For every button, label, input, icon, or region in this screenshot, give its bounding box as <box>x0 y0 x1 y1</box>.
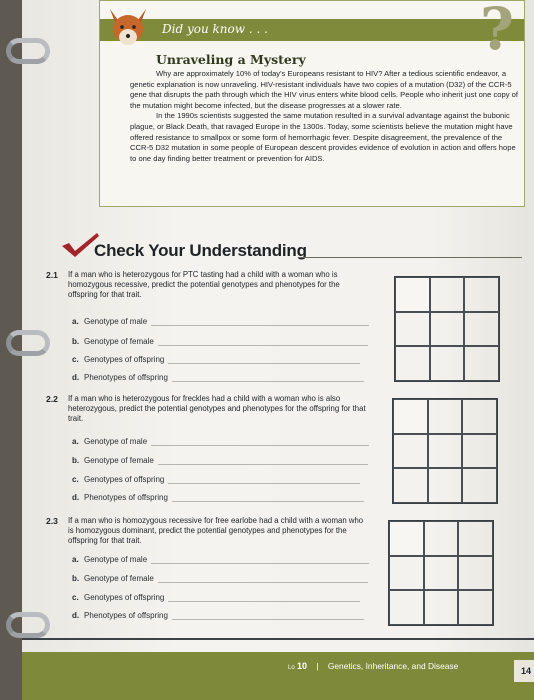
answer-item-d <box>72 372 364 382</box>
answer-line[interactable] <box>158 573 368 583</box>
answer-line[interactable] <box>158 336 368 346</box>
answer-line[interactable] <box>172 492 364 502</box>
answer-line[interactable] <box>172 372 364 382</box>
check-your-understanding-title: Check Your Understanding <box>94 241 307 260</box>
item-label: Genotype of male <box>84 437 148 446</box>
punnett-square[interactable] <box>388 520 494 626</box>
answer-item-a <box>72 436 369 446</box>
item-label: Genotypes of offspring <box>84 475 165 484</box>
answer-line[interactable] <box>151 316 369 326</box>
workbook-page <box>22 0 534 700</box>
fox-icon <box>106 3 150 51</box>
answer-line[interactable] <box>151 554 369 564</box>
mystery-title: Unraveling a Mystery <box>156 52 306 67</box>
item-letter: b. <box>72 456 80 465</box>
footer-title: Genetics, Inheritance, and Disease <box>327 661 459 671</box>
footer-text <box>288 661 458 671</box>
item-label: Phenotypes of offspring <box>84 373 168 382</box>
question-text: If a man who is homozygous recessive for free earlobe had a child with a woman who is homozygous dominant, predict the potential genotypes and phenotypes for the offspring for that trait. <box>68 516 364 545</box>
answer-item-b <box>72 336 368 346</box>
item-letter: d. <box>72 373 80 382</box>
question-text: If a man who is heterozygous for PTC tasting had a child with a woman who is homozygous recessive, predict the potential genotypes and phenotypes for the offspring for that trait. <box>68 270 340 299</box>
item-letter: a. <box>72 317 79 326</box>
binder-ring <box>6 38 50 64</box>
item-letter: a. <box>72 437 79 446</box>
did-you-know-box <box>99 0 525 207</box>
answer-item-c <box>72 592 360 602</box>
item-label: Genotype of female <box>84 337 154 346</box>
item-label: Genotypes of offspring <box>84 593 165 602</box>
item-label: Genotype of female <box>84 574 154 583</box>
answer-item-d <box>72 610 364 620</box>
question-text: If a man who is heterozygous for freckles had a child with a woman who is also heterozygous, predict the potential genotypes and phenotypes for the offspring for that trait. <box>68 394 366 423</box>
answer-line[interactable] <box>168 474 360 484</box>
answer-item-a <box>72 554 369 564</box>
answer-item-d <box>72 492 364 502</box>
answer-line[interactable] <box>158 455 368 465</box>
mystery-paragraph-2: In the 1990s scientists suggested the same mutation resulted in a survival advantage against the bubonic plague, or Black Death, that ravaged Europe in the 1300s. Today, some scientists believe the mutation might have offered resistance to smallpox or some form of hemorrhagic fever. Despite disagreement, the prevalence of the CCR-5 D32 mutation in some people of European descent provides evidence of evolution in action and offers hope to one day finding better treatment or prevention for AIDS. <box>130 111 516 163</box>
page-footer <box>22 652 534 700</box>
punnett-square[interactable] <box>394 276 500 382</box>
bottom-rule <box>22 638 534 640</box>
answer-line[interactable] <box>172 610 364 620</box>
item-letter: a. <box>72 555 79 564</box>
footer-separator: | <box>316 661 319 671</box>
question-mark-icon: ? <box>480 0 514 63</box>
answer-line[interactable] <box>151 436 369 446</box>
answer-item-c <box>72 474 360 484</box>
item-label: Genotypes of offspring <box>84 355 165 364</box>
item-letter: d. <box>72 493 80 502</box>
mystery-body <box>130 69 518 164</box>
footer-unit-number: 10 <box>297 661 308 671</box>
answer-line[interactable] <box>168 354 360 364</box>
mystery-paragraph-1: Why are approximately 10% of today's Europeans resistant to HIV? After a tedious scientific endeavor, a genetic explanation is now unraveling. HIV-resistant individuals have two copies of a mutation (D32) of the CCR-5 gene that disrupts the path through which the HIV virus enters white blood cells. People who inherit just one copy of the mutation might become infected, but the disease progresses at a slower rate. <box>130 69 518 110</box>
question-number: 2.3 <box>46 516 58 526</box>
heading-rule <box>298 257 522 258</box>
item-label: Genotype of female <box>84 456 154 465</box>
question-number: 2.2 <box>46 394 58 404</box>
answer-item-c <box>72 354 360 364</box>
answer-item-a <box>72 316 369 326</box>
punnett-square[interactable] <box>392 398 498 504</box>
question-number: 2.1 <box>46 270 58 280</box>
binder-ring <box>6 612 50 638</box>
binder-ring <box>6 330 50 356</box>
item-letter: c. <box>72 593 79 602</box>
item-label: Genotype of male <box>84 317 148 326</box>
item-letter: b. <box>72 337 80 346</box>
item-letter: c. <box>72 475 79 484</box>
page-number: 14 <box>514 660 534 682</box>
item-label: Phenotypes of offspring <box>84 611 168 620</box>
answer-line[interactable] <box>168 592 360 602</box>
item-label: Genotype of male <box>84 555 148 564</box>
item-letter: b. <box>72 574 80 583</box>
answer-item-b <box>72 455 368 465</box>
item-label: Phenotypes of offspring <box>84 493 168 502</box>
item-letter: d. <box>72 611 80 620</box>
did-you-know-heading: Did you know . . . <box>162 22 268 36</box>
footer-unit-label: Lo <box>288 665 295 671</box>
item-letter: c. <box>72 355 79 364</box>
answer-item-b <box>72 573 368 583</box>
